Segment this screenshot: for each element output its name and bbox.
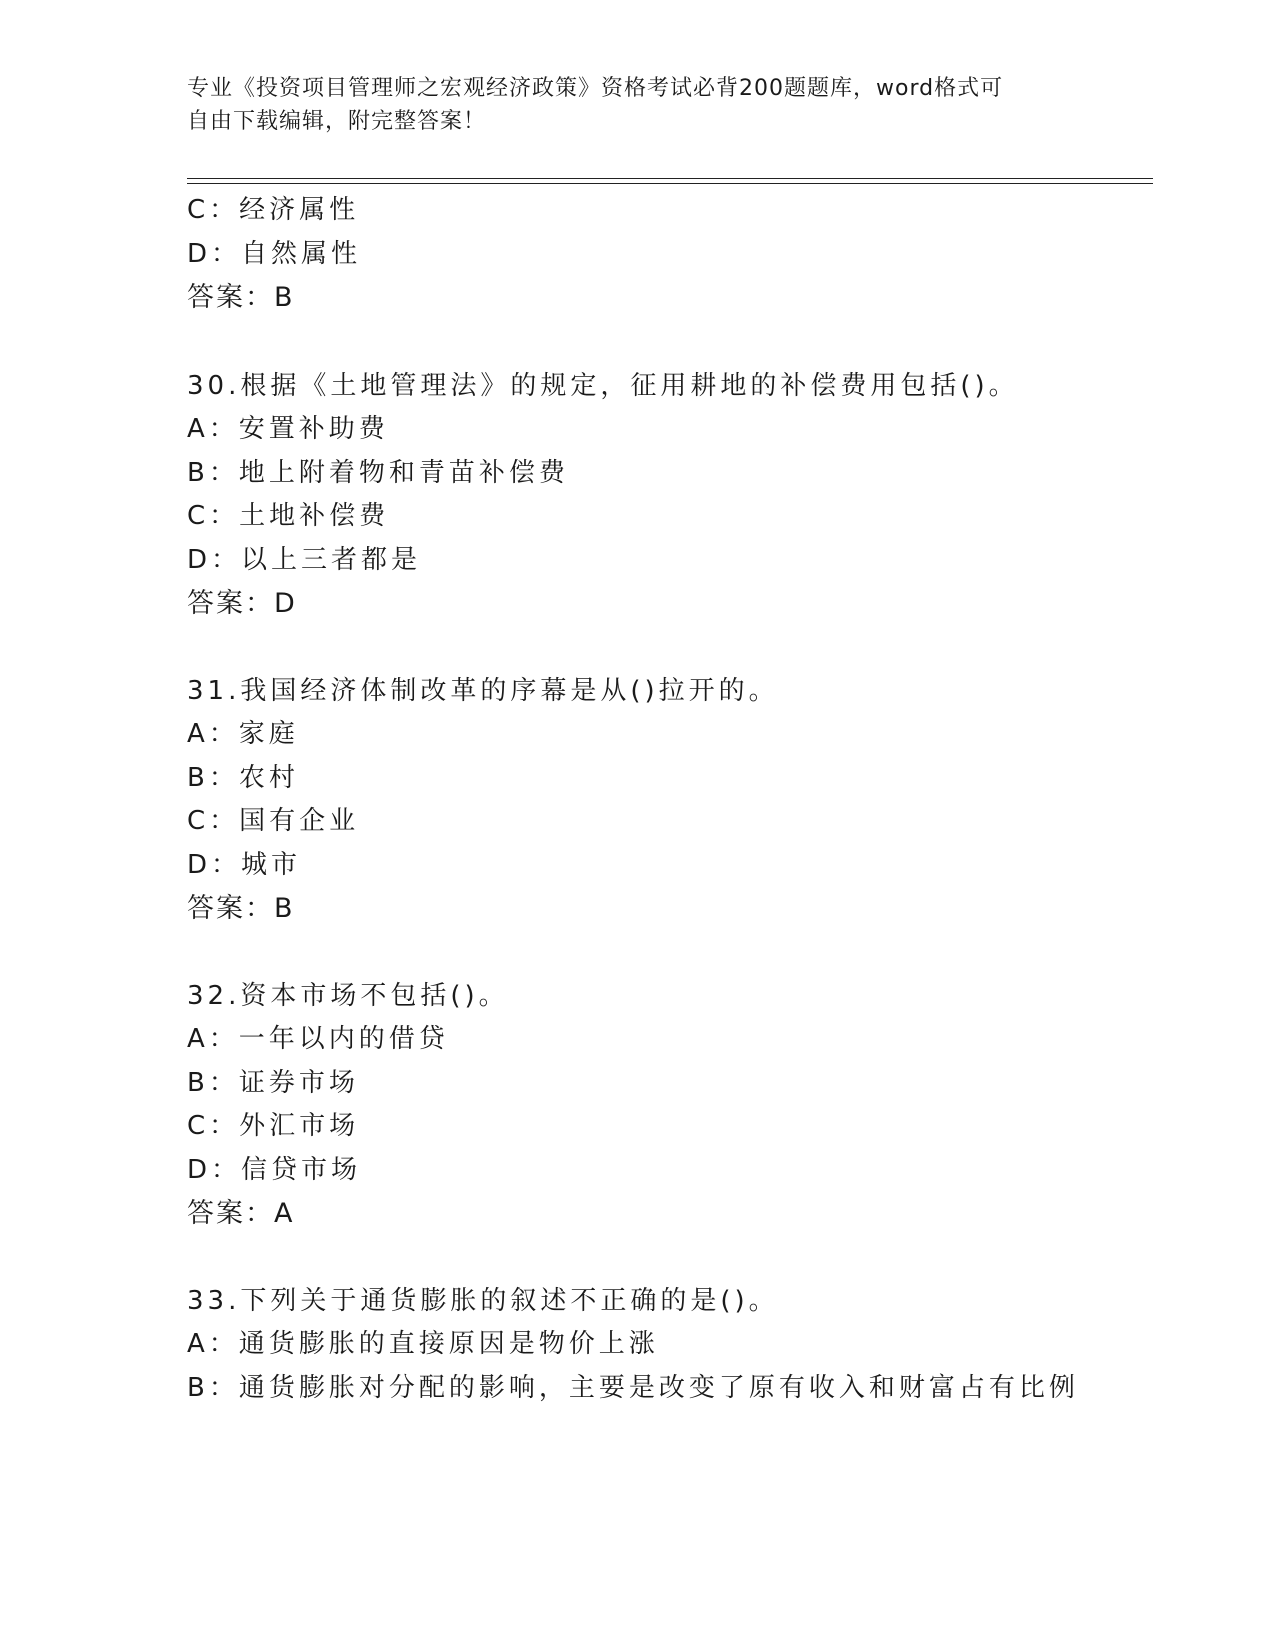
header-divider-top [187, 178, 1153, 179]
question-stem: 33.下列关于通货膨胀的叙述不正确的是()。 [187, 1286, 779, 1316]
option-c: C：外汇市场 [187, 1111, 360, 1141]
option-a: A：家庭 [187, 719, 299, 749]
question-stem: 30.根据《土地管理法》的规定，征用耕地的补偿费用包括()。 [187, 371, 1019, 401]
answer: 答案：A [187, 1198, 295, 1229]
option-d: D：信贷市场 [187, 1155, 362, 1185]
option-a: A：安置补助费 [187, 414, 389, 444]
question-stem: 31.我国经济体制改革的序幕是从()拉开的。 [187, 676, 779, 706]
header-title-line-2: 自由下载编辑，附完整答案！ [187, 109, 487, 134]
option-b: B：通货膨胀对分配的影响，主要是改变了原有收入和财富占有比例 [187, 1373, 1079, 1403]
option-a: A：一年以内的借贷 [187, 1024, 449, 1054]
option-b: B：地上附着物和青苗补偿费 [187, 458, 569, 488]
option-c: C：经济属性 [187, 195, 360, 225]
option-a: A：通货膨胀的直接原因是物价上涨 [187, 1329, 659, 1359]
option-b: B：证券市场 [187, 1068, 359, 1098]
option-d: D：自然属性 [187, 239, 362, 269]
header-title-line-1: 专业《投资项目管理师之宏观经济政策》资格考试必背200题题库，word格式可 [187, 76, 1004, 101]
option-c: C：土地补偿费 [187, 501, 390, 531]
option-c: C：国有企业 [187, 806, 360, 836]
answer: 答案：D [187, 588, 297, 619]
option-d: D：以上三者都是 [187, 545, 422, 575]
header-divider-bottom [187, 183, 1153, 184]
option-b: B：农村 [187, 763, 299, 793]
answer: 答案：B [187, 893, 295, 924]
answer: 答案：B [187, 282, 295, 313]
question-stem: 32.资本市场不包括()。 [187, 981, 509, 1011]
document-header [187, 72, 1087, 138]
option-d: D：城市 [187, 850, 302, 880]
